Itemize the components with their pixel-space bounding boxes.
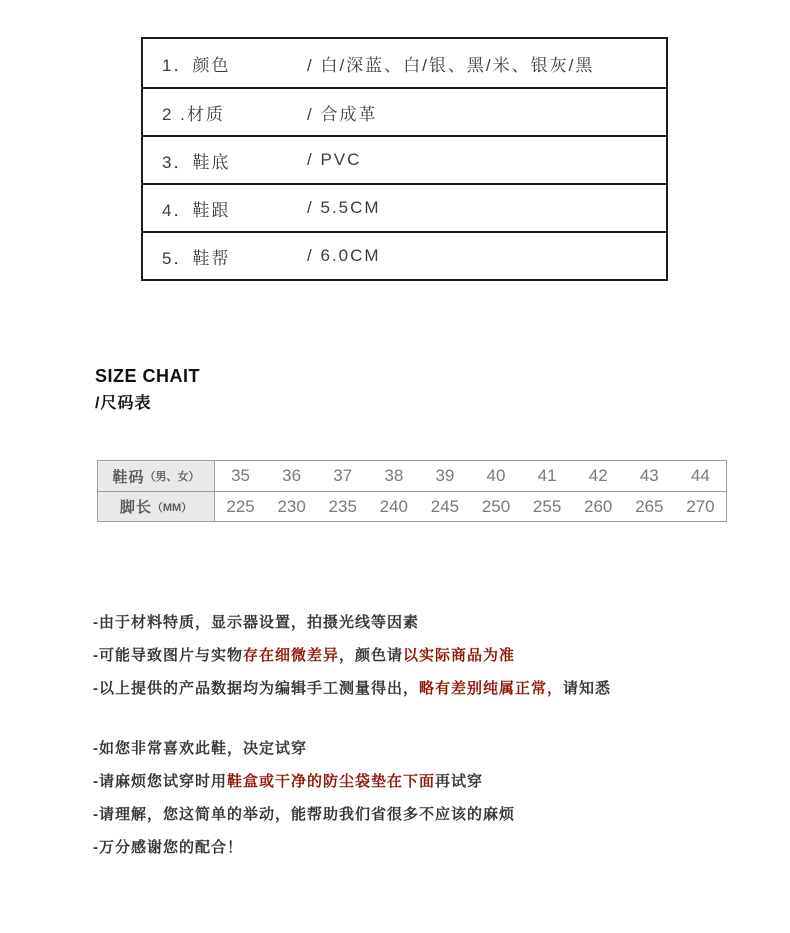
size-chart-cell: 250 (481, 496, 511, 516)
size-chart-row-header-sub: （MM） (151, 501, 193, 514)
note-line (93, 732, 515, 765)
spec-row-value: / 合成革 (307, 104, 378, 124)
size-chart-heading-en: SIZE CHAIT (95, 366, 201, 386)
note-segment: 请知悉 (563, 680, 612, 697)
size-chart-row (98, 491, 726, 521)
size-chart-cell: 39 (435, 466, 455, 485)
size-chart-cell: 41 (537, 466, 557, 485)
spec-row (143, 39, 666, 87)
spec-row-label: 1．颜色 (162, 55, 231, 75)
note-line (93, 639, 611, 672)
size-chart-cell: 35 (231, 466, 250, 485)
note-segment: 鞋盒或干净的防尘袋垫在下面 (227, 773, 436, 790)
spec-row (143, 183, 666, 231)
size-chart-cell: 37 (333, 466, 353, 485)
spec-row-label: 3．鞋底 (162, 152, 231, 172)
size-chart-cell: 255 (532, 496, 562, 516)
spec-table (141, 37, 668, 281)
note-segment: -请麻烦您试穿时用 (93, 773, 227, 790)
note-line (93, 765, 515, 798)
size-chart-row (98, 461, 726, 491)
size-chart-row-header (98, 492, 215, 521)
spec-row (143, 231, 666, 279)
note-segment: -如您非常喜欢此鞋，决定试穿 (93, 740, 307, 757)
size-chart-cell: 230 (277, 496, 306, 516)
note-segment: 以实际商品为准 (403, 647, 516, 664)
spec-row-value: / 白/深蓝、白/银、黑/米、银灰/黑 (307, 55, 595, 75)
note-segment: 再试穿 (435, 773, 484, 790)
size-chart-row-cells (215, 492, 726, 521)
spec-row-label: 5．鞋帮 (162, 248, 231, 268)
size-chart-row-header-sub: （男、女） (144, 471, 200, 483)
spec-row-label: 2 .材质 (162, 104, 225, 124)
size-chart-cell: 43 (639, 466, 659, 485)
spec-row-label: 4．鞋跟 (162, 200, 231, 220)
notes-block-1 (93, 606, 611, 705)
size-chart-heading-zh: /尺码表 (95, 395, 152, 412)
size-chart-cell: 270 (686, 496, 715, 516)
note-segment: -请理解，您这简单的举动，能帮助我们省很多不应该的麻烦 (93, 806, 515, 823)
note-segment: 略有差别纯属正常， (419, 680, 564, 697)
spec-row-value: / 6.0CM (307, 246, 381, 265)
size-chart-cell: 260 (584, 496, 613, 516)
size-chart-cell: 44 (690, 466, 710, 485)
size-chart-row-cells (215, 461, 726, 491)
note-segment: 存在细微差异 (243, 647, 340, 664)
size-chart-cell: 265 (635, 496, 664, 516)
spec-row-value: / 5.5CM (307, 198, 381, 217)
note-line (93, 606, 611, 639)
note-segment: -由于材料特质，显示器设置，拍摄光线等因素 (93, 614, 419, 631)
size-chart-cell: 225 (226, 496, 255, 516)
spec-row (143, 87, 666, 135)
notes-block-2 (93, 732, 515, 864)
size-chart-cell: 42 (588, 466, 608, 485)
note-segment: -可能导致图片与实物 (93, 647, 243, 664)
size-chart-cell: 240 (379, 496, 409, 516)
size-chart-heading (95, 366, 200, 413)
spec-row-value: / PVC (307, 150, 362, 169)
note-line (93, 831, 515, 864)
note-segment: -以上提供的产品数据均为编辑手工测量得出， (93, 680, 419, 697)
size-chart-table (97, 460, 727, 522)
size-chart-cell: 40 (486, 466, 506, 485)
spec-row (143, 135, 666, 183)
size-chart-row-header-main: 鞋码 (112, 468, 145, 486)
size-chart-cell: 245 (430, 496, 460, 516)
note-line (93, 672, 611, 705)
size-chart-cell: 36 (282, 466, 302, 485)
size-chart-cell: 38 (384, 466, 404, 485)
size-chart-row-header-main: 脚长 (119, 499, 152, 516)
note-segment: ，颜色请 (339, 647, 404, 664)
note-line (93, 798, 515, 831)
note-segment: -万分感谢您的配合！ (93, 839, 243, 856)
size-chart-cell: 235 (328, 496, 357, 516)
size-chart-row-header (98, 461, 215, 491)
